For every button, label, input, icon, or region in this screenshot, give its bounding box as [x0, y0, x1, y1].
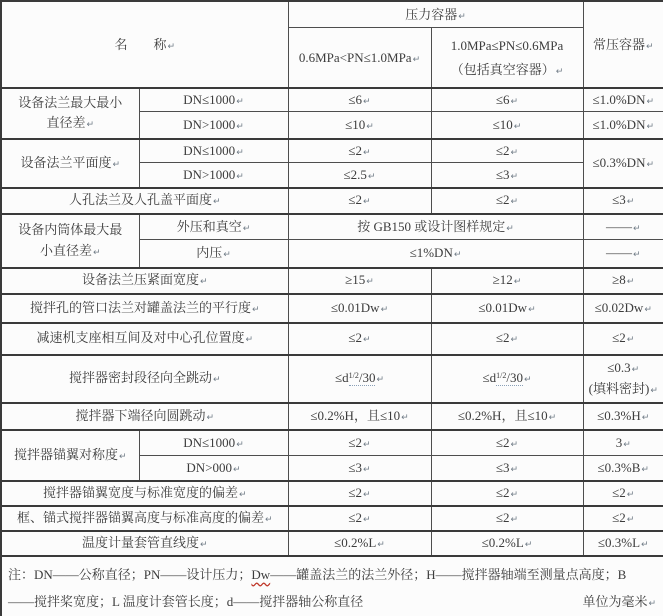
- paragraph-mark-icon: ↵: [236, 171, 244, 182]
- value-cell: ≤1%DN↵: [288, 240, 583, 268]
- paragraph-mark-icon: ↵: [510, 335, 519, 346]
- paragraph-mark-icon: ↵: [506, 223, 514, 234]
- value-cell: ≤2↵: [288, 430, 431, 456]
- value-cell: ≤1.0%DN↵: [583, 112, 663, 139]
- paragraph-mark-icon: ↵: [236, 147, 244, 158]
- paragraph-mark-icon: ↵: [646, 96, 655, 107]
- paragraph-mark-icon: ↵: [363, 96, 371, 107]
- header-row: [1, 1, 663, 28]
- paragraph-mark-icon: ↵: [363, 514, 371, 525]
- value-cell: ≤10↵: [431, 112, 583, 139]
- paragraph-mark-icon: ↵: [199, 539, 208, 550]
- paragraph-mark-icon: ↵: [363, 197, 371, 208]
- paragraph-mark-icon: ↵: [626, 514, 635, 525]
- value-cell: ≤2↵: [431, 139, 583, 163]
- value-cell: ——↵: [583, 240, 663, 268]
- value-cell: ≤3↵: [288, 456, 431, 481]
- spellcheck-underline: Dw: [251, 566, 271, 582]
- paragraph-mark-icon: ↵: [264, 514, 273, 525]
- paragraph-mark-icon: ↵: [363, 439, 371, 450]
- header-pn-range-low: 0.6MPa<PN≤1.0MPa↵: [288, 28, 431, 88]
- paragraph-mark-icon: ↵: [206, 412, 215, 423]
- value-cell: ≤2↵: [288, 139, 431, 163]
- row-label-flange-flatness: 设备法兰平面度↵: [1, 139, 139, 188]
- value-cell: ≥8↵: [583, 268, 663, 294]
- table-row: [1, 403, 663, 430]
- paragraph-mark-icon: ↵: [86, 120, 95, 131]
- row-label-reducer-support-position: 减速机支座相互间及对中心孔位置度↵: [1, 323, 288, 355]
- table-note-row: [1, 556, 663, 616]
- condition-cell: DN>000↵: [139, 456, 288, 481]
- value-cell: ≤2↵: [288, 188, 431, 214]
- paragraph-mark-icon: ↵: [245, 335, 254, 346]
- paragraph-mark-icon: ↵: [650, 385, 658, 396]
- paragraph-mark-icon: ↵: [641, 412, 650, 423]
- value-cell: ≤2↵: [431, 481, 583, 506]
- table-row: [1, 506, 663, 531]
- paragraph-mark-icon: ↵: [112, 159, 121, 170]
- value-cell: ≤2.5↵: [288, 163, 431, 188]
- value-cell: ≤0.3%L↵: [583, 531, 663, 556]
- paragraph-mark-icon: ↵: [510, 147, 519, 158]
- paragraph-mark-icon: ↵: [648, 598, 656, 609]
- paragraph-mark-icon: ↵: [223, 250, 231, 261]
- paragraph-mark-icon: ↵: [645, 41, 654, 52]
- paragraph-mark-icon: ↵: [626, 197, 635, 208]
- table-row: [1, 430, 663, 456]
- note-line-2-text: ——搅拌桨宽度；L 温度计套管长度；d——搅拌器轴公称直径: [8, 593, 364, 609]
- table-row: [1, 214, 663, 240]
- value-cell: ≤2↵: [431, 323, 583, 355]
- value-cell: ≤10↵: [288, 112, 431, 139]
- paragraph-mark-icon: ↵: [510, 197, 519, 208]
- paragraph-mark-icon: ↵: [453, 250, 462, 261]
- value-cell: ≤0.01Dw↵: [431, 294, 583, 323]
- row-label-anchor-blade-symmetry: 搅拌器锚翼对称度↵: [1, 430, 139, 481]
- paragraph-mark-icon: ↵: [367, 171, 376, 182]
- paragraph-mark-icon: ↵: [199, 277, 208, 288]
- table-body: [1, 88, 663, 616]
- value-cell: ≤0.2%H，且≤10↵: [431, 403, 583, 430]
- paragraph-mark-icon: ↵: [626, 489, 635, 500]
- paragraph-mark-icon: ↵: [92, 247, 101, 258]
- value-cell: $\le d^{1/2}/30↵$: [431, 355, 583, 403]
- paragraph-mark-icon: ↵: [641, 539, 649, 550]
- paragraph-mark-icon: ↵: [631, 365, 640, 376]
- paragraph-mark-icon: ↵: [366, 121, 374, 132]
- paragraph-mark-icon: ↵: [238, 489, 247, 500]
- paragraph-mark-icon: ↵: [510, 489, 519, 500]
- value-cell: ≤0.02Dw↵: [583, 294, 663, 323]
- value-cell: ≤0.01Dw↵: [288, 294, 431, 323]
- paragraph-mark-icon: ↵: [626, 335, 635, 346]
- row-label-flange-diameter-diff: 设备法兰最大最小 直径差↵: [1, 88, 139, 139]
- value-cell: ≤2↵: [288, 506, 431, 531]
- table-note: [1, 556, 663, 616]
- superscript: 1/2: [348, 371, 359, 381]
- paragraph-mark-icon: ↵: [236, 439, 244, 450]
- paragraph-mark-icon: ↵: [548, 412, 557, 423]
- table-row: [1, 139, 663, 163]
- paragraph-mark-icon: ↵: [401, 412, 409, 423]
- value-cell: $\le d^{1/2}/30↵$: [288, 355, 431, 403]
- condition-cell: DN≤1000↵: [139, 430, 288, 456]
- grammar-underline: $^{1/2}$/30: [348, 370, 376, 386]
- paragraph-mark-icon: ↵: [510, 514, 519, 525]
- value-cell: 3↵: [583, 430, 663, 456]
- table-row: [1, 294, 663, 323]
- paragraph-mark-icon: ↵: [380, 304, 389, 315]
- paragraph-mark-icon: ↵: [212, 197, 221, 208]
- row-label-manhole-flatness: 人孔法兰及人孔盖平面度↵: [1, 188, 288, 214]
- paragraph-mark-icon: ↵: [510, 464, 519, 475]
- paragraph-mark-icon: ↵: [236, 96, 244, 107]
- value-cell: ≤2↵: [583, 506, 663, 531]
- header-name: 名 称↵: [1, 1, 288, 88]
- paragraph-mark-icon: ↵: [236, 121, 244, 132]
- value-cell: ≤3↵: [431, 456, 583, 481]
- value-cell: ≤3↵: [583, 188, 663, 214]
- value-cell: ≤2↵: [288, 323, 431, 355]
- row-label-nozzle-flange-parallelism: 搅拌孔的管口法兰对罐盖法兰的平行度↵: [1, 294, 288, 323]
- value-cell: ≤2↵: [583, 481, 663, 506]
- value-cell: ≤0.3↵ (填料密封)↵: [583, 355, 663, 403]
- condition-cell: DN>1000↵: [139, 112, 288, 139]
- value-cell: ≤6↵: [431, 88, 583, 112]
- header-pn-range-high: 1.0MPa≤PN≤0.6MPa （包括真空容器）↵: [431, 28, 583, 88]
- paragraph-mark-icon: ↵: [641, 464, 649, 475]
- value-cell: ≤2↵: [583, 323, 663, 355]
- paragraph-mark-icon: ↵: [363, 335, 371, 346]
- value-cell: ≤2↵: [431, 188, 583, 214]
- condition-cell: DN≤1000↵: [139, 88, 288, 112]
- note-line-1: 注：DN——公称直径；PN——设计压力；Dw——罐盖法兰的法兰外径；H——搅拌器轴端至测量点高度；B: [8, 566, 627, 582]
- table-row: [1, 323, 663, 355]
- row-label-blade-height-deviation: 框、锚式搅拌器锚翼高度与标准高度的偏差↵: [1, 506, 288, 531]
- table-row: [1, 188, 663, 214]
- row-label-agitator-lower-runout: 搅拌器下端径向圆跳动↵: [1, 403, 288, 430]
- paragraph-mark-icon: ↵: [632, 223, 641, 234]
- value-cell: ≤2↵: [431, 506, 583, 531]
- value-cell: ≥12↵: [431, 268, 583, 294]
- condition-cell: DN>1000↵: [139, 163, 288, 188]
- row-label-clamping-face-width: 设备法兰压紧面宽度↵: [1, 268, 288, 294]
- table-row: [1, 481, 663, 506]
- condition-cell: DN≤1000↵: [139, 139, 288, 163]
- value-cell: ≥15↵: [288, 268, 431, 294]
- row-label-agitator-seal-runout: 搅拌器密封段径向全跳动↵: [1, 355, 288, 403]
- value-cell: ≤0.3%B↵: [583, 456, 663, 481]
- table-row: [1, 88, 663, 112]
- value-cell: 按 GB150 或设计图样规定↵: [288, 214, 583, 240]
- note-line-2: [8, 588, 656, 616]
- paragraph-mark-icon: ↵: [366, 277, 374, 288]
- row-label-thermowell-straightness: 温度计量套管直线度↵: [1, 531, 288, 556]
- value-cell: ≤1.0%DN↵: [583, 88, 663, 112]
- value-cell: ≤2↵: [431, 430, 583, 456]
- value-cell: ≤0.3%DN↵: [583, 139, 663, 188]
- row-label-blade-width-deviation: 搅拌器锚翼宽度与标准宽度的偏差↵: [1, 481, 288, 506]
- paragraph-mark-icon: ↵: [377, 539, 385, 550]
- paragraph-mark-icon: ↵: [646, 159, 655, 170]
- paragraph-mark-icon: ↵: [510, 171, 519, 182]
- header-atmospheric-vessel: 常压容器↵: [583, 1, 663, 88]
- paragraph-mark-icon: ↵: [623, 439, 631, 450]
- value-cell: ≤0.2%H，且≤10↵: [288, 403, 431, 430]
- paragraph-mark-icon: ↵: [363, 489, 371, 500]
- paragraph-mark-icon: ↵: [233, 464, 241, 475]
- paragraph-mark-icon: ↵: [523, 375, 532, 386]
- condition-cell: 内压↵: [139, 240, 288, 268]
- paragraph-mark-icon: ↵: [212, 375, 221, 386]
- paragraph-mark-icon: ↵: [458, 12, 466, 22]
- table-row: [1, 531, 663, 556]
- paragraph-mark-icon: ↵: [510, 439, 519, 450]
- value-cell: ≤0.3%H↵: [583, 403, 663, 430]
- note-unit-label: 单位为毫米↵: [582, 593, 656, 609]
- paragraph-mark-icon: ↵: [251, 304, 260, 315]
- paragraph-mark-icon: ↵: [513, 121, 522, 132]
- paragraph-mark-icon: ↵: [412, 54, 421, 65]
- table-row: [1, 268, 663, 294]
- paragraph-mark-icon: ↵: [632, 250, 641, 261]
- paragraph-mark-icon: ↵: [555, 66, 564, 77]
- paragraph-mark-icon: ↵: [644, 304, 652, 315]
- grammar-underline: $^{1/2}$/30: [496, 370, 523, 386]
- value-cell: ≤0.2%L↵: [431, 531, 583, 556]
- paragraph-mark-icon: ↵: [510, 96, 519, 107]
- table-row: [1, 355, 663, 403]
- value-cell: ≤6↵: [288, 88, 431, 112]
- paragraph-mark-icon: ↵: [376, 375, 385, 386]
- paragraph-mark-icon: ↵: [363, 464, 371, 475]
- superscript: 1/2: [496, 371, 507, 381]
- value-cell: ≤3↵: [431, 163, 583, 188]
- header-pressure-vessel: 压力容器↵: [288, 1, 583, 28]
- paragraph-mark-icon: ↵: [118, 451, 127, 462]
- value-cell: ≤2↵: [288, 481, 431, 506]
- condition-cell: 外压和真空↵: [139, 214, 288, 240]
- value-cell: ——↵: [583, 214, 663, 240]
- paragraph-mark-icon: ↵: [167, 41, 176, 52]
- paragraph-mark-icon: ↵: [646, 121, 655, 132]
- paragraph-mark-icon: ↵: [242, 223, 251, 234]
- paragraph-mark-icon: ↵: [626, 277, 635, 288]
- paragraph-mark-icon: ↵: [528, 304, 536, 315]
- paragraph-mark-icon: ↵: [363, 147, 371, 158]
- paragraph-mark-icon: ↵: [513, 277, 522, 288]
- value-cell: ≤0.2%L↵: [288, 531, 431, 556]
- table-header: [1, 1, 663, 88]
- paragraph-mark-icon: ↵: [524, 539, 533, 550]
- row-label-shell-diameter-diff: 设备内筒体最大最 小直径差↵: [1, 214, 139, 268]
